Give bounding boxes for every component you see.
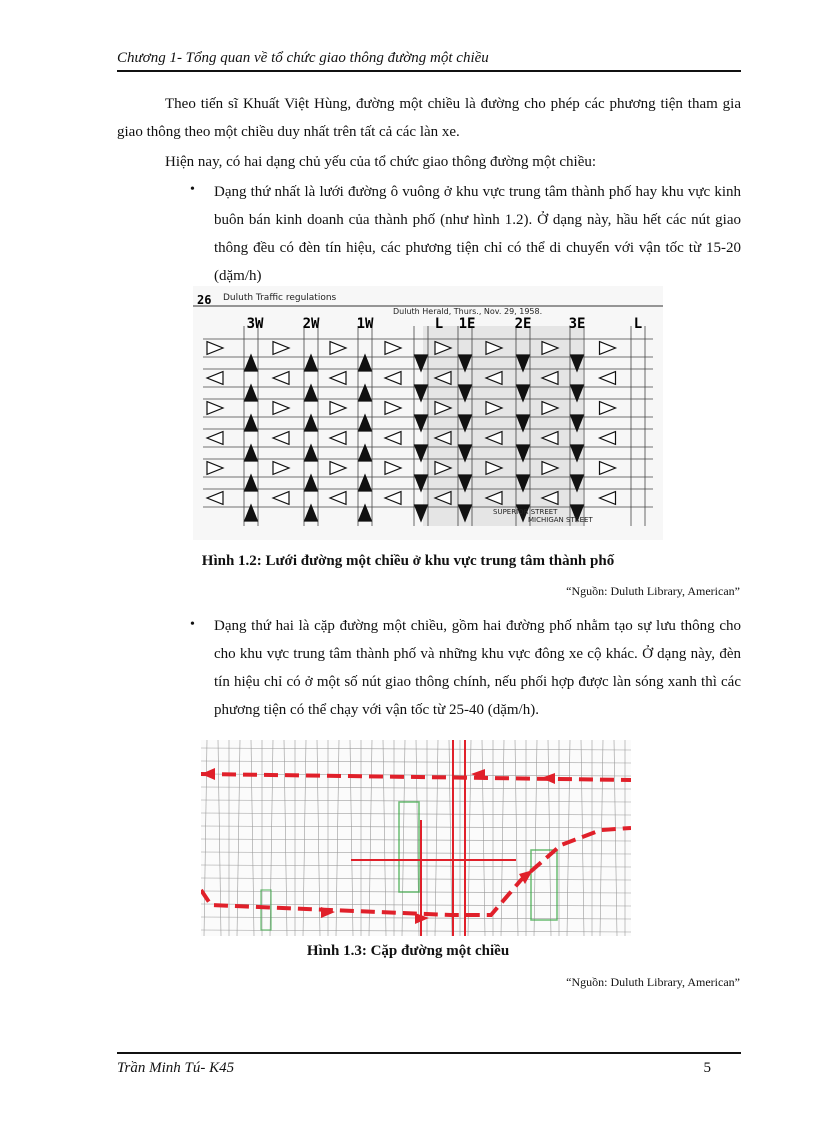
page-number: 5 — [703, 1060, 711, 1076]
map-street-label: MICHIGAN STREET — [528, 516, 593, 524]
map-page-number: 26 — [197, 293, 212, 307]
map-column-label: 3W — [246, 316, 264, 332]
map-column-label: 1W — [356, 316, 374, 332]
map-column-label: 2E — [514, 316, 532, 332]
chapter-title: Chương 1- Tổng quan về tổ chức giao thông đường một chiều — [117, 50, 489, 66]
map-column-label: L — [434, 316, 444, 332]
bullet-dot: • — [190, 182, 195, 197]
paragraph-intro: Hiện nay, có hai dạng chủ yếu của tổ chức giao thông đường một chiều: — [165, 154, 597, 170]
pair-map-image — [201, 740, 631, 936]
figure-caption: Hình 1.3: Cặp đường một chiều — [306, 943, 510, 959]
map-street-label: SUPERIOR STREET — [493, 508, 558, 516]
page-footer — [117, 1052, 741, 1076]
page-header — [117, 48, 741, 72]
figure-source: “Nguồn: Duluth Library, American” — [566, 584, 740, 598]
figure-pair-map — [201, 740, 631, 936]
bullet-dot: • — [190, 617, 195, 632]
map-newspaper: Duluth Herald, Thurs., Nov. 29, 1958. — [393, 307, 543, 316]
map-column-label: L — [633, 316, 643, 332]
map-heading: Duluth Traffic regulations — [223, 293, 337, 303]
map-column-label: 3E — [568, 316, 586, 332]
map-column-label: 2W — [302, 316, 320, 332]
figure-caption: Hình 1.2: Lưới đường một chiều ở khu vực trung tâm thành phố — [201, 553, 615, 569]
bullet-item-pair: Dạng thứ hai là cặp đường một chiều, gồm hai đường phố nhằm tạo sự lưu thông cho cho khu vực trung tâm thành phố và những khu vực đông xe cộ khác. Ở dạng này, đèn tín hiệu chỉ có ở một số nút giao thông chính, nếu phối hợp được làn sóng xanh thì các phương tiện có thể chạy với vận tốc từ 25-40 (dặm/h). — [214, 618, 741, 718]
paragraph-definition: Theo tiến sĩ Khuất Việt Hùng, đường một chiều là đường cho phép các phương tiện tham gia giao thông theo một chiều duy nhất trên tất cả các làn xe. — [117, 96, 741, 140]
grid-map-image — [193, 286, 663, 540]
map-column-label: 1E — [458, 316, 476, 332]
author-name: Trần Minh Tú- K45 — [117, 1060, 235, 1076]
bullet-item-grid: Dạng thứ nhất là lưới đường ô vuông ở khu vực trung tâm thành phố hay khu vực kinh buôn bán kinh doanh của thành phố (như hình 1.2). Ở dạng này, hầu hết các nút giao thông đều có đèn tín hiệu, các phương tiện chỉ có thể di chuyển với vận tốc từ 15-20 (dặm/h) — [214, 184, 741, 284]
figure-source: “Nguồn: Duluth Library, American” — [566, 975, 740, 989]
figure-grid-map — [193, 286, 663, 540]
